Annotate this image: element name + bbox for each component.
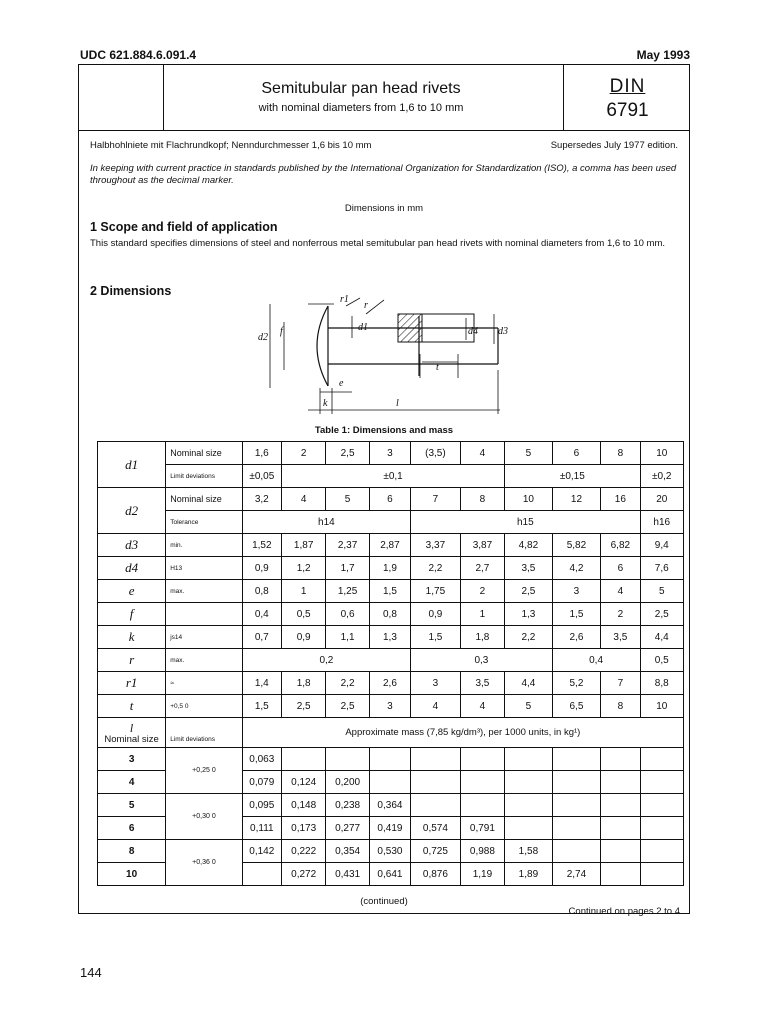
- symbol-e: e: [98, 580, 166, 603]
- fig-label-d2: d2: [258, 332, 268, 343]
- mass-cell: 0,148: [281, 794, 325, 817]
- document-title: Semitubular pan head rivets: [261, 80, 461, 97]
- cell: 2,2: [505, 626, 553, 649]
- mass-row-length: 3: [98, 748, 166, 771]
- row-d3: [98, 534, 684, 557]
- label-nominal-size: Nominal size: [166, 488, 242, 511]
- german-title: Halbhohlniete mit Flachrundkopf; Nenndurchmesser 1,6 bis 10 mm: [90, 140, 372, 151]
- mass-header: Approximate mass (7,85 kg/dm³), per 1000 units, in kg¹): [242, 718, 683, 748]
- cell: h14: [242, 511, 410, 534]
- cell: 4: [460, 442, 504, 465]
- fig-label-k: k: [323, 398, 328, 409]
- cell: 1,87: [281, 534, 325, 557]
- cell: 2,6: [369, 672, 410, 695]
- fig-label-f: f: [280, 326, 283, 337]
- mass-cell: [640, 771, 684, 794]
- row-t: [98, 695, 684, 718]
- symbol-f: f: [98, 603, 166, 626]
- dimensions-table-body: [98, 442, 684, 748]
- continued-note: (continued): [360, 896, 408, 907]
- mass-cell: 0,272: [281, 863, 325, 886]
- cell: 1,5: [552, 603, 601, 626]
- cell: 6: [369, 488, 410, 511]
- continued-pages-note: Continued on pages 2 to 4: [568, 906, 680, 917]
- cell: 1,5: [369, 580, 410, 603]
- row-r: [98, 649, 684, 672]
- mass-cell: 2,74: [552, 863, 601, 886]
- symbol-t: t: [98, 695, 166, 718]
- mass-cell: [411, 794, 461, 817]
- mass-cell: 1,89: [505, 863, 553, 886]
- mass-cell: 0,222: [281, 840, 325, 863]
- cell: 0,9: [281, 626, 325, 649]
- mass-cell: [640, 748, 684, 771]
- mass-cell: [640, 794, 684, 817]
- mass-row: [98, 748, 684, 771]
- mass-cell: [505, 771, 553, 794]
- symbol-l: l: [129, 721, 134, 735]
- cell: 2: [601, 603, 640, 626]
- cell: 8: [601, 695, 640, 718]
- mass-cell: 0,530: [369, 840, 410, 863]
- cell: 0,5: [640, 649, 684, 672]
- cell: 3: [411, 672, 461, 695]
- cell: 2,6: [552, 626, 601, 649]
- cell: 0,7: [242, 626, 281, 649]
- mass-cell: [460, 771, 504, 794]
- cell: 4,4: [640, 626, 684, 649]
- table-caption: Table 1: Dimensions and mass: [314, 425, 454, 436]
- cell: (3,5): [411, 442, 461, 465]
- row-d1-nominal: [98, 442, 684, 465]
- cell: 10: [505, 488, 553, 511]
- cell: 1,1: [326, 626, 369, 649]
- mass-cell: [460, 748, 504, 771]
- document-subtitle: with nominal diameters from 1,6 to 10 mm: [258, 102, 464, 114]
- label-l-nominal-size: [98, 718, 166, 748]
- cell: 4,4: [505, 672, 553, 695]
- label-t-deviation: +0,5 0: [166, 695, 242, 718]
- cell: 1,6: [242, 442, 281, 465]
- mass-cell: 0,419: [369, 817, 410, 840]
- label-max: max.: [166, 649, 242, 672]
- label-nominal-size: Nominal size: [166, 442, 242, 465]
- mass-cell: [601, 794, 640, 817]
- cell: 2,5: [640, 603, 684, 626]
- mass-cell: [601, 863, 640, 886]
- mass-row: [98, 794, 684, 817]
- dimensions-unit-note: Dimensions in mm: [344, 203, 424, 214]
- cell: 2: [460, 580, 504, 603]
- cell: 20: [640, 488, 684, 511]
- cell: 0,5: [281, 603, 325, 626]
- cell: 4: [601, 580, 640, 603]
- mass-cell: 1,19: [460, 863, 504, 886]
- cell: 6: [601, 557, 640, 580]
- mass-cell: 0,173: [281, 817, 325, 840]
- cell: 2,7: [460, 557, 504, 580]
- label-limit-deviations: Limit deviations: [166, 465, 242, 488]
- cell: ±0,1: [281, 465, 504, 488]
- cell: 2,2: [326, 672, 369, 695]
- mass-cell: [552, 840, 601, 863]
- mass-cell: [601, 840, 640, 863]
- mass-cell: 0,431: [326, 863, 369, 886]
- symbol-r: r: [98, 649, 166, 672]
- cell: 2,87: [369, 534, 410, 557]
- cell: 1,2: [281, 557, 325, 580]
- cell: 2,2: [411, 557, 461, 580]
- mass-row-deviation: +0,36 0: [166, 840, 242, 886]
- cell: h16: [640, 511, 684, 534]
- rivet-drawing: [240, 290, 520, 418]
- mass-cell: [242, 863, 281, 886]
- title-block-left-cell: [78, 64, 164, 130]
- row-d2-nominal: [98, 488, 684, 511]
- cell: 5: [505, 695, 553, 718]
- mass-cell: 0,063: [242, 748, 281, 771]
- mass-cell: [601, 748, 640, 771]
- cell: 10: [640, 695, 684, 718]
- issue-date: May 1993: [636, 48, 690, 62]
- section-1-heading: 1 Scope and field of application: [90, 220, 278, 234]
- fig-label-d3: d3: [498, 326, 508, 337]
- cell: 1,52: [242, 534, 281, 557]
- fig-label-d1: d1: [358, 322, 368, 333]
- cell: 1,3: [369, 626, 410, 649]
- supersedes-note: Supersedes July 1977 edition.: [550, 140, 678, 151]
- mass-cell: [552, 817, 601, 840]
- fig-label-e: e: [339, 378, 344, 389]
- mass-row: [98, 840, 684, 863]
- page-number: 144: [80, 965, 102, 980]
- cell: 1,9: [369, 557, 410, 580]
- cell: 6,5: [552, 695, 601, 718]
- mass-cell: 0,876: [411, 863, 461, 886]
- cell: 4,2: [552, 557, 601, 580]
- cell: ±0,15: [505, 465, 640, 488]
- mass-cell: [369, 771, 410, 794]
- mass-cell: 1,58: [505, 840, 553, 863]
- mass-cell: [640, 817, 684, 840]
- mass-cell: [460, 794, 504, 817]
- mass-cell: 0,574: [411, 817, 461, 840]
- cell: 16: [601, 488, 640, 511]
- cell: 8: [601, 442, 640, 465]
- row-f: [98, 603, 684, 626]
- fig-label-d4: d4: [468, 326, 478, 337]
- mass-cell: [411, 771, 461, 794]
- din-number: 6791: [606, 100, 649, 121]
- cell: 1,3: [505, 603, 553, 626]
- symbol-d1: d1: [98, 442, 166, 488]
- mass-row-length: 5: [98, 794, 166, 817]
- fig-label-l: l: [396, 398, 399, 409]
- cell: 6,82: [601, 534, 640, 557]
- cell: 4: [411, 695, 461, 718]
- label-approx: ≈: [166, 672, 242, 695]
- cell: 0,6: [326, 603, 369, 626]
- cell: 1,5: [242, 695, 281, 718]
- mass-cell: [326, 748, 369, 771]
- mass-row-deviation: +0,25 0: [166, 748, 242, 794]
- mass-cell: [640, 863, 684, 886]
- cell: 9,4: [640, 534, 684, 557]
- cell: 3,5: [505, 557, 553, 580]
- row-d1-deviations: [98, 465, 684, 488]
- cell: 3: [552, 580, 601, 603]
- cell: 1: [460, 603, 504, 626]
- cell: 2: [281, 442, 325, 465]
- cell: ±0,05: [242, 465, 281, 488]
- section-1-text: This standard specifies dimensions of steel and nonferrous metal semitubular pan head rivets with nominal diameters from 1,6 to 10 mm.: [90, 238, 666, 249]
- cell: h15: [411, 511, 640, 534]
- cell: 0,2: [242, 649, 410, 672]
- mass-cell: 0,111: [242, 817, 281, 840]
- row-k: [98, 626, 684, 649]
- mass-row-length: 4: [98, 771, 166, 794]
- mass-cell: [505, 748, 553, 771]
- mass-cell: 0,791: [460, 817, 504, 840]
- cell: 2,5: [281, 695, 325, 718]
- cell: 3,87: [460, 534, 504, 557]
- cell: 2,37: [326, 534, 369, 557]
- cell: 1: [281, 580, 325, 603]
- cell: 5: [326, 488, 369, 511]
- mass-cell: 0,277: [326, 817, 369, 840]
- symbol-d2: d2: [98, 488, 166, 534]
- cell: 2,5: [326, 695, 369, 718]
- mass-cell: [505, 817, 553, 840]
- mass-cell: 0,238: [326, 794, 369, 817]
- row-r1: [98, 672, 684, 695]
- cell: 7: [601, 672, 640, 695]
- cell: 0,4: [242, 603, 281, 626]
- cell: 0,4: [552, 649, 640, 672]
- row-d2-tolerance: [98, 511, 684, 534]
- cell: 0,8: [369, 603, 410, 626]
- cell: 5: [640, 580, 684, 603]
- row-e: [98, 580, 684, 603]
- symbol-d4: d4: [98, 557, 166, 580]
- section-hatch: [398, 314, 422, 342]
- mass-cell: [552, 748, 601, 771]
- cell: 3: [369, 695, 410, 718]
- cell: 4,82: [505, 534, 553, 557]
- cell: 10: [640, 442, 684, 465]
- cell: 2,5: [326, 442, 369, 465]
- row-d4: [98, 557, 684, 580]
- cell: 0,9: [411, 603, 461, 626]
- mass-cell: [369, 748, 410, 771]
- udc-number: UDC 621.884.6.091.4: [80, 48, 197, 62]
- cell: 0,8: [242, 580, 281, 603]
- cell: 6: [552, 442, 601, 465]
- mass-cell: [505, 794, 553, 817]
- label-l-limit-deviations: Limit deviations: [166, 718, 242, 748]
- mass-cell: [411, 748, 461, 771]
- cell: 4: [460, 695, 504, 718]
- cell: 2,5: [505, 580, 553, 603]
- cell: 5,2: [552, 672, 601, 695]
- mass-cell: 0,142: [242, 840, 281, 863]
- mass-cell: 0,725: [411, 840, 461, 863]
- din-label: DIN: [609, 76, 646, 97]
- rivet-head-outline: [317, 306, 328, 386]
- mass-row-length: 10: [98, 863, 166, 886]
- mass-cell: 0,641: [369, 863, 410, 886]
- mass-row-deviation: +0,30 0: [166, 794, 242, 840]
- mass-cell: 0,988: [460, 840, 504, 863]
- row-l-header: [98, 718, 684, 748]
- fig-label-t: t: [436, 362, 439, 373]
- mass-cell: [601, 817, 640, 840]
- label-empty: [166, 603, 242, 626]
- label-tolerance: Tolerance: [166, 511, 242, 534]
- fig-label-r1: r1: [340, 294, 349, 305]
- dimensions-table: [97, 441, 684, 886]
- mass-cell: [552, 771, 601, 794]
- cell: 1,75: [411, 580, 461, 603]
- cell: 1,7: [326, 557, 369, 580]
- cell: 4: [281, 488, 325, 511]
- mass-table-body: [98, 748, 684, 886]
- cell: 1,5: [411, 626, 461, 649]
- label-max: max.: [166, 580, 242, 603]
- cell: 7,6: [640, 557, 684, 580]
- cell: 8,8: [640, 672, 684, 695]
- mass-cell: [640, 840, 684, 863]
- label-js14: js14: [166, 626, 242, 649]
- section-2-heading: 2 Dimensions: [90, 284, 172, 298]
- mass-cell: 0,079: [242, 771, 281, 794]
- cell: 3,37: [411, 534, 461, 557]
- cell: 7: [411, 488, 461, 511]
- cell: 3: [369, 442, 410, 465]
- mass-row-length: 8: [98, 840, 166, 863]
- cell: 5: [505, 442, 553, 465]
- mass-cell: 0,354: [326, 840, 369, 863]
- l-nominal-size-text: Nominal size: [104, 734, 159, 745]
- decimal-marker-note: In keeping with current practice in standards published by the International Organization for Standardization (ISO), a comma has been used throughout as the decimal marker.: [90, 163, 677, 186]
- cell: 0,3: [411, 649, 553, 672]
- mass-cell: 0,124: [281, 771, 325, 794]
- cell: 3,2: [242, 488, 281, 511]
- mass-row-length: 6: [98, 817, 166, 840]
- label-h13: H13: [166, 557, 242, 580]
- cell: 3,5: [601, 626, 640, 649]
- symbol-d3: d3: [98, 534, 166, 557]
- symbol-k: k: [98, 626, 166, 649]
- cell: 1,4: [242, 672, 281, 695]
- mass-cell: 0,200: [326, 771, 369, 794]
- mass-cell: [281, 748, 325, 771]
- label-min: min.: [166, 534, 242, 557]
- cell: 5,82: [552, 534, 601, 557]
- cell: 1,8: [460, 626, 504, 649]
- cell: 8: [460, 488, 504, 511]
- cell: 12: [552, 488, 601, 511]
- fig-label-r: r: [364, 300, 368, 311]
- cell: 1,25: [326, 580, 369, 603]
- cell: 0,9: [242, 557, 281, 580]
- mass-cell: [552, 794, 601, 817]
- symbol-r1: r1: [98, 672, 166, 695]
- cell: 3,5: [460, 672, 504, 695]
- cell: ±0,2: [640, 465, 684, 488]
- mass-cell: [601, 771, 640, 794]
- mass-cell: 0,095: [242, 794, 281, 817]
- cell: 1,8: [281, 672, 325, 695]
- mass-cell: 0,364: [369, 794, 410, 817]
